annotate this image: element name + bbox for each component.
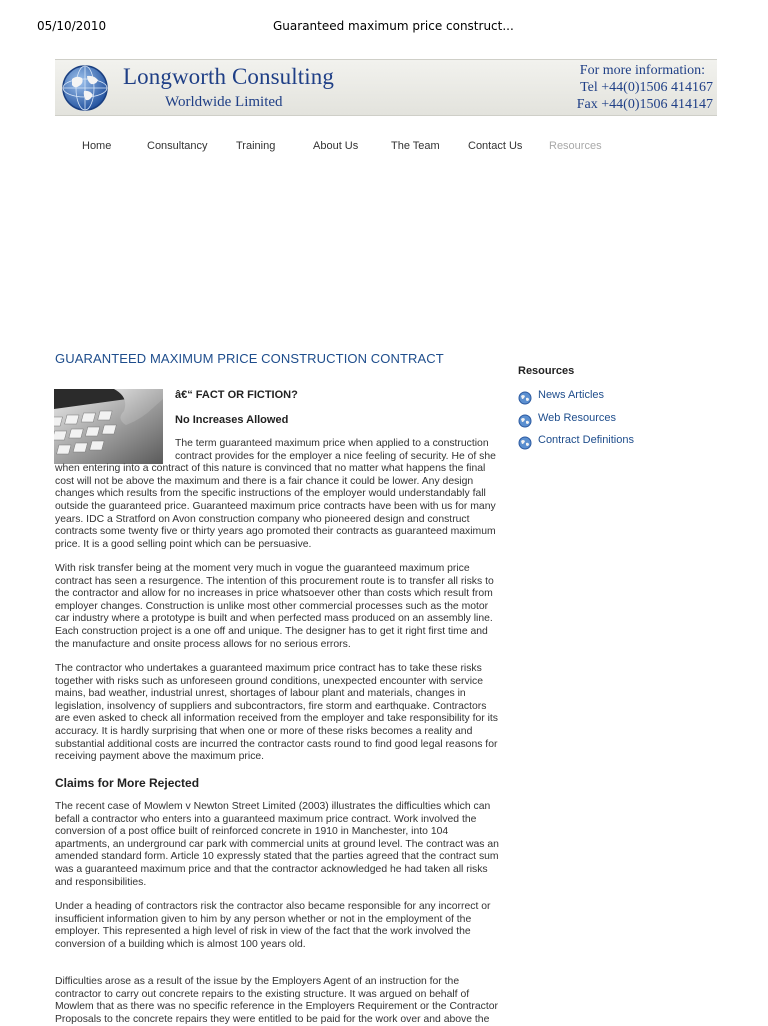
text-line: contract provides for the employer a nice feeling of security. He of she [175, 450, 496, 462]
text-line: outside the guaranteed price. Guaranteed maximum price contracts have been with us for many [55, 500, 496, 512]
text-line: are even asked to check all information received from the employer and take responsibility for its [55, 713, 498, 725]
contact-info [577, 63, 713, 113]
sidebar-item-label[interactable]: Contract Definitions [538, 434, 634, 446]
article-title: GUARANTEED MAXIMUM PRICE CONSTRUCTION CONTRACT [55, 351, 444, 366]
fact-or-fiction-heading: â€“ FACT OR FICTION? [175, 389, 298, 401]
paragraph-5 [55, 901, 495, 951]
text-line: conversion of a post office built of reinforced concrete in 1910 in Manchester, into 104 [55, 826, 449, 838]
paragraph-4 [55, 801, 499, 889]
contact-telephone: Tel +44(0)1506 414167 [580, 80, 713, 95]
text-line: receiving payment above the maximum price. [55, 751, 265, 763]
main-navigation [0, 140, 768, 156]
text-line: changes which results from the specific instructions of the employer would understandably fall [55, 488, 486, 500]
text-line: contracts some twenty five or thirty years ago promoted their contracts as guaranteed maximum [55, 526, 496, 538]
text-line: the contractor and allow for no increases in price whatsoever other than costs which result from [55, 588, 493, 600]
paragraph-3 [55, 663, 498, 764]
text-line: contractor to carry out concrete repairs to the existing structure. It was argued on behalf of [55, 988, 470, 1000]
sidebar-heading: Resources [518, 365, 575, 377]
nav-item-resources[interactable]: Resources [549, 140, 602, 152]
text-line: years. IDC a Stratford on Avon construction company who pioneered design and construct [55, 513, 470, 525]
text-line: amended standard form. Article 10 expressly stated that the parties agreed that the contract sum [55, 851, 499, 863]
text-line: Difficulties arose as a result of the issue by the Employers Agent of an instruction for the [55, 976, 460, 987]
nav-item-home[interactable]: Home [82, 140, 112, 152]
text-line: mains, bad weather, industrial unrest, shortages of labour plant and materials, changes in [55, 688, 466, 700]
text-line: the manufacture and onsite process allows for no serious errors. [55, 638, 351, 650]
text-line: legislation, insolvency of suppliers and subcontractors, fire storm and earthquake. Contractors [55, 700, 487, 712]
text-line: and responsibilities. [55, 876, 147, 888]
text-line: Mowlem that as there was no specific reference in the Employers Requirement or the Contractor [55, 1001, 498, 1013]
text-line: befall a contractor who enters into a guaranteed maximum price contract. Work involved the [55, 813, 477, 825]
nav-item-consultancy[interactable]: Consultancy [147, 140, 208, 152]
text-line: insufficient information given to him by any person whether or not in the employment of the [55, 913, 472, 925]
text-line: price. It is a good selling point which can be persuasive. [55, 538, 312, 550]
text-line: car industry where a prototype is built and when perfected mass produced on an assembly line. [55, 613, 493, 625]
paragraph-2 [55, 563, 495, 651]
text-line: conversion of a building which is almost 100 years old. [55, 938, 306, 950]
paragraph-1 [55, 438, 495, 551]
text-line: employer. This represented a high level of risk in view of the fact that the work involved the [55, 926, 471, 938]
site-banner [55, 59, 717, 116]
contact-fax: Fax +44(0)1506 414147 [576, 97, 713, 112]
text-line: contract has seen a resurgence. The intention of this procurement route is to transfer all risks to [55, 575, 494, 587]
text-line: accuracy. It is hardly surprising that when one or more of these risks becomes a reality and [55, 725, 473, 737]
text-line: was a guaranteed maximum price and that the contractor acknowledged he had taken all risks [55, 863, 488, 875]
nav-item-contact-us[interactable]: Contact Us [468, 140, 523, 152]
sidebar-item-label[interactable]: News Articles [538, 389, 605, 401]
globe-icon [60, 63, 110, 113]
text-line: The contractor who undertakes a guaranteed maximum price contract has to take these risks [55, 663, 482, 674]
text-line: Each construction project is a one off and unique. The designer has to get it right first time and [55, 625, 488, 637]
claims-subheading: Claims for More Rejected [55, 776, 200, 790]
nav-item-the-team[interactable]: The Team [391, 140, 440, 152]
text-line: together with risks such as unforeseen ground conditions, unexpected encounter with service [55, 675, 483, 687]
print-title: Guaranteed maximum price construct... [273, 19, 514, 33]
nav-item-training[interactable]: Training [236, 140, 276, 152]
no-increases-heading: No Increases Allowed [175, 414, 289, 426]
text-line: when entering into a contract of this nature is convinced that no matter what happens the final [55, 463, 486, 475]
globe-bullet-icon [518, 414, 532, 428]
sidebar-item-label[interactable]: Web Resources [538, 412, 617, 424]
contact-heading: For more information: [579, 63, 705, 78]
globe-bullet-icon [518, 436, 532, 450]
company-subtitle: Worldwide Limited [165, 94, 283, 110]
paragraph-6 [55, 976, 498, 1026]
text-line: apartments, an underground car park with commercial units at ground level. The contract was an [55, 838, 499, 850]
print-date: 05/10/2010 [37, 19, 107, 33]
company-name: Longworth Consulting [123, 64, 334, 89]
text-line: With risk transfer being at the moment very much in vogue the guaranteed maximum price [55, 563, 470, 574]
text-line: Under a heading of contractors risk the contractor also became responsible for any incorrect or [55, 901, 491, 912]
text-line: Proposals to the concrete repairs they were entitled to be paid for the work over and above the [55, 1013, 490, 1025]
text-line: cost will not be above the maximum and there is a fair chance it could be lower. Any design [55, 475, 474, 487]
text-line: substantial additional costs are incurred the contractor casts round to find good legal reasons for [55, 738, 498, 750]
text-line: The term guaranteed maximum price when applied to a construction [175, 438, 489, 449]
print-header [0, 19, 768, 37]
globe-bullet-icon [518, 391, 532, 405]
text-line: employer changes. Construction is unlike most other commercial processes such as the motor [55, 600, 489, 612]
nav-item-about-us[interactable]: About Us [313, 140, 359, 152]
text-line: The recent case of Mowlem v Newton Street Limited (2003) illustrates the difficulties which can [55, 801, 491, 812]
